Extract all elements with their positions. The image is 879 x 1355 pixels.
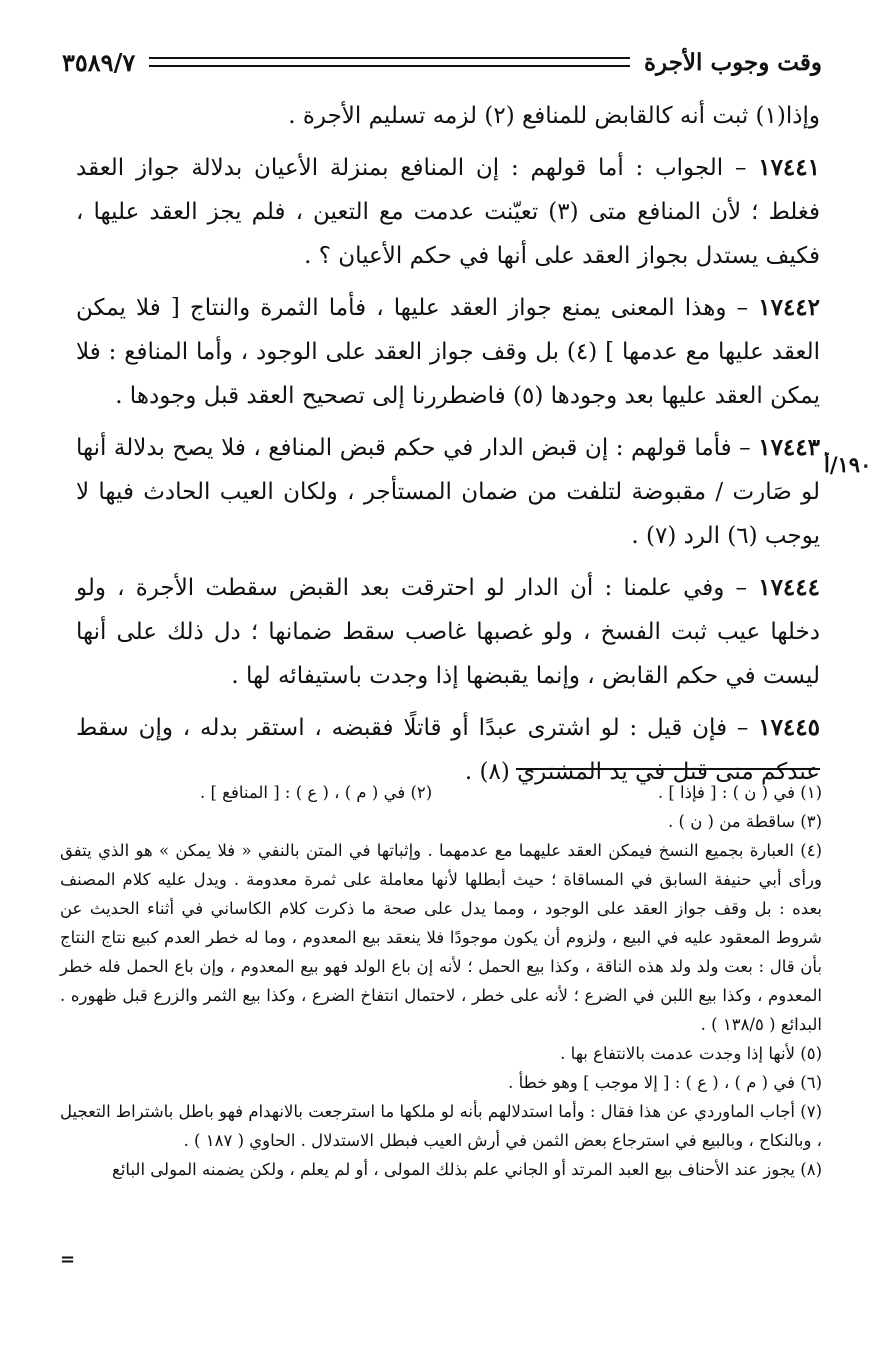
paragraph-17442 bbox=[76, 286, 820, 418]
footnote-3: (٣) ساقطة من ( ن ) . bbox=[668, 812, 822, 831]
footnote-8: (٨) يجوز عند الأحناف بيع العبد المرتد أو الجاني علم بذلك المولى ، أو لم يعلم ، ولكن يضمنه المولى البائع bbox=[112, 1160, 822, 1179]
footnote-4: (٤) العبارة بجميع النسخ فيمكن العقد عليهما مع عدمهما . وإثباتها في المتن بالنفي « فلا يمكن » هو الذي يتفق ورأى أبي حنيفة السابق في المساقاة ؛ حيث أبطلها لأنها معاملة على ثمرة معدومة . ويدل عليه كلام المصنف بعده : بل وقف جواز العقد على الوجود ، ومما يدل على صحة ما ذكرت كلام الكاساني في أثناء الحديث عن شروط المعقود عليه في البيع ، ولزوم أن يكون موجودًا فلا ينعقد بيع المعدوم ، وما له خطر العدم كبيع نتاج النتاج بأن قال : بعت ولد ولد هذه الناقة ، وكذا بيع الحمل ؛ لأنه إن باع الولد فهو بيع المعدوم ، وإن باع الحمل فله خطر المعدوم ، وكذا بيع اللبن في الضرع ؛ لأنه على خطر ، لاحتمال انتفاخ الضرع ، وكذا بيع الثمر والزرع قبل ظهوره . البدائع ( ١٣٨/٥ ) . bbox=[60, 841, 822, 1034]
paragraph-number: ١٧٤٤٤ bbox=[758, 574, 820, 601]
page-header bbox=[62, 44, 822, 80]
running-title: وقت وجوب الأجرة bbox=[643, 48, 822, 76]
paragraph-text: – وهذا المعنى يمنع جواز العقد عليها ، فأما الثمرة والنتاج [ فلا يمكن العقد عليها مع عدمها ] (٤) بل وقف جواز العقد على الوجود ، وأما المنافع : فلا يمكن العقد عليها بعد وجودها (٥) فاضطررنا إلى تصحيح العقد قبل وجودها . bbox=[76, 295, 820, 409]
footnote-6: (٦) في ( م ) ، ( ع ) : [ إلا موجب ] وهو خطأ . bbox=[508, 1073, 822, 1092]
main-text bbox=[76, 94, 820, 802]
continuation-mark: = bbox=[60, 1249, 76, 1270]
footnotes bbox=[60, 778, 822, 1184]
footnote-separator bbox=[516, 768, 820, 770]
footnote-5: (٥) لأنها إذا وجدت عدمت بالانتفاع بها . bbox=[560, 1044, 822, 1063]
paragraph-text: – وفي علمنا : أن الدار لو احترقت بعد القبض سقطت الأجرة ، ولو دخلها عيب ثبت الفسخ ، ولو غصبها غاصب سقط ضمانها ؛ دل ذلك على أنها ليست في حكم القابض ، وإنما يقبضها إذا وجدت باستيفائه لها . bbox=[76, 575, 820, 689]
header-rule bbox=[149, 57, 630, 67]
paragraph-intro: وإذا(١) ثبت أنه كالقابض للمنافع (٢) لزمه تسليم الأجرة . bbox=[288, 103, 820, 129]
paragraph-number: ١٧٤٤٣ bbox=[758, 434, 820, 461]
paragraph-text: – فأما قولهم : إن قبض الدار في حكم قبض المنافع ، فلا يصح بدلالة أنها لو صَارت / مقبوضة لتلفت من ضمان المستأجر ، ولكان العيب الحادث فيها لا يوجب (٦) الرد (٧) . bbox=[76, 435, 820, 549]
paragraph-text: – فإن قيل : لو اشترى عبدًا أو قاتلًا فقبضه ، استقر بدله ، وإن سقط عندكم متى قتل في يد المشتري (٨) . bbox=[76, 715, 820, 785]
footnote-row bbox=[60, 778, 822, 807]
footnote-1: (١) في ( ن ) : [ فإذا ] . bbox=[657, 783, 822, 802]
paragraph-17443 bbox=[76, 426, 820, 558]
margin-folio-note: ١٩٠/أ bbox=[824, 452, 872, 477]
paragraph-number: ١٧٤٤٥ bbox=[758, 714, 820, 741]
paragraph-number: ١٧٤٤٢ bbox=[758, 294, 821, 321]
footnote-7: (٧) أجاب الماوردي عن هذا فقال : وأما استدلالهم بأنه لو ملكها ما استرجعت بالانهدام فهو باطل باشتراط التعجيل ، وبالنكاح ، وبالبيع في استرجاع بعض الثمن في أرش العيب فبطل الاستدلال . الحاوي ( ١٨٧ ) . bbox=[60, 1102, 822, 1150]
paragraph-text: – الجواب : أما قولهم : إن المنافع بمنزلة الأعيان بدلالة جواز العقد فغلط ؛ لأن المنافع متى (٣) تعيّنت عدمت مع التعين ، فلم يجز العقد عليها ، فكيف يستدل بجواز العقد على أنها في حكم الأعيان ؟ . bbox=[76, 155, 821, 269]
page-number: ٣٥٨٩/٧ bbox=[62, 47, 136, 77]
paragraph-17444 bbox=[76, 566, 820, 698]
footnote-2: (٢) في ( م ) ، ( ع ) : [ المنافع ] . bbox=[200, 783, 433, 802]
paragraph-number: ١٧٤٤١ bbox=[758, 154, 820, 181]
paragraph-17441 bbox=[76, 146, 820, 278]
